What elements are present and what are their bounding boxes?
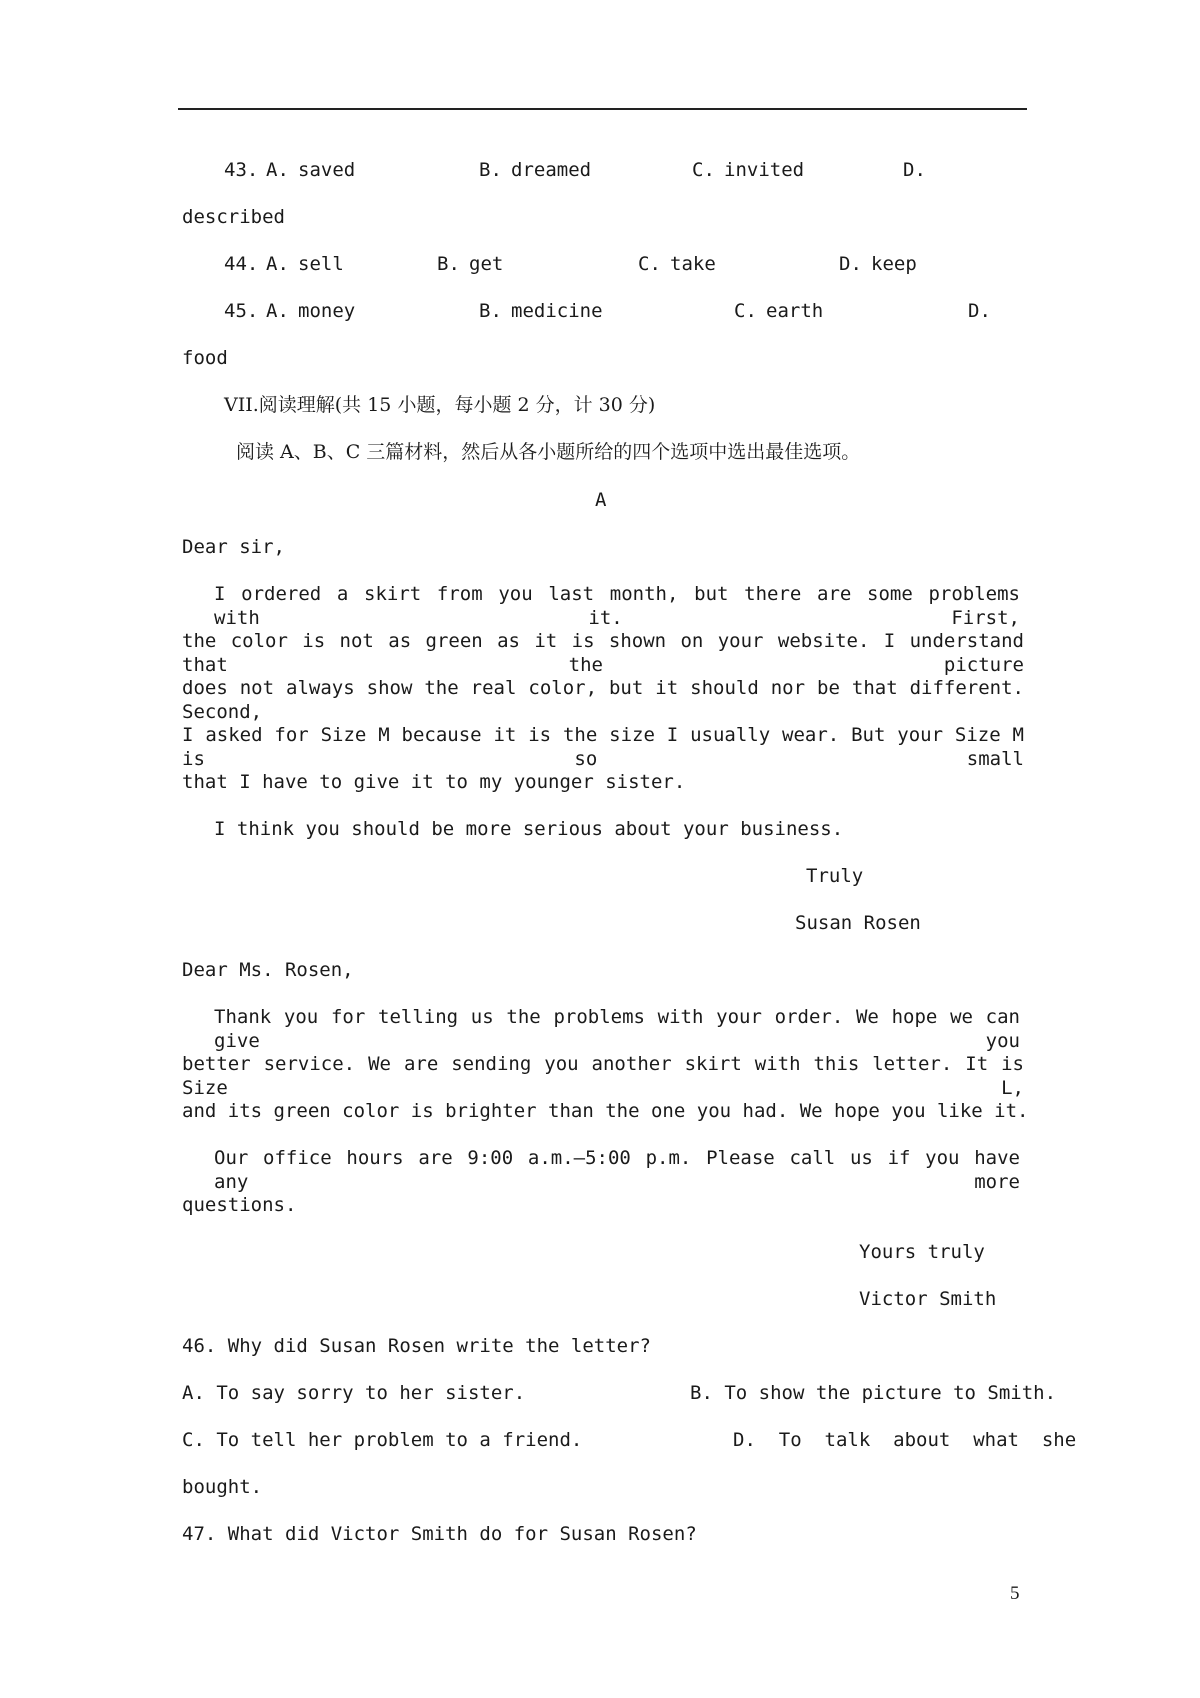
q45-option-c: earth [766, 300, 824, 322]
q44-option-b: get [469, 253, 504, 275]
header-rule [178, 108, 1027, 110]
q43-option-d-key: D. [903, 159, 926, 181]
q43-option-a-key: A. [266, 159, 289, 181]
q45-option-a: money [298, 300, 356, 322]
q44-option-c-key: C. [638, 253, 661, 275]
letter2-line: and its green color is brighter than the one you had. We hope you like it. [182, 1100, 1029, 1122]
q43-option-c: invited [724, 159, 805, 181]
q43-option-b: dreamed [511, 159, 592, 181]
letter1-closing: I think you should be more serious about your business. [214, 818, 844, 840]
page-number: 5 [1010, 1583, 1020, 1604]
q45-option-b: medicine [511, 300, 603, 322]
q43-option-c-key: C. [692, 159, 715, 181]
letter1-line: that I have to give it to my younger sister. [182, 771, 686, 793]
letter1-line: does not always show the real color, but it should nor be that different. Second, [182, 677, 1024, 723]
section-instruction: 阅读 A、B、C 三篇材料，然后从各小题所给的四个选项中选出最佳选项。 [236, 441, 861, 463]
q44-option-a: sell [298, 253, 344, 275]
q46-option-d: D. To talk about what she [733, 1429, 1077, 1451]
q45-option-a-key: A. [266, 300, 289, 322]
q44-option-d-key: D. [839, 253, 862, 275]
letter1-signature: Susan Rosen [795, 912, 921, 934]
letter1-signoff: Truly [806, 865, 864, 887]
q46-option-c: C. To tell her problem to a friend. [182, 1429, 583, 1451]
letter2-line: better service. We are sending you another skirt with this letter. It is Size L, [182, 1053, 1024, 1099]
q45-option-b-key: B. [479, 300, 502, 322]
q44-option-d: keep [871, 253, 917, 275]
q46-option-a: A. To say sorry to her sister. [182, 1382, 526, 1404]
q47-stem: 47. What did Victor Smith do for Susan Rosen? [182, 1523, 697, 1545]
letter2-salutation: Dear Ms. Rosen, [182, 959, 354, 981]
q44-option-b-key: B. [437, 253, 460, 275]
q44-option-a-key: A. [266, 253, 289, 275]
letter1-line: I asked for Size M because it is the size I usually wear. But your Size M is so small [182, 724, 1024, 770]
q43-option-a: saved [298, 159, 356, 181]
section-heading: VII.阅读理解(共 15 小题，每小题 2 分，计 30 分) [224, 394, 656, 416]
q44-option-c: take [670, 253, 716, 275]
letter2-signature: Victor Smith [859, 1288, 997, 1310]
q43-option-b-key: B. [479, 159, 502, 181]
passage-label: A [595, 489, 607, 511]
letter2-office-line: Our office hours are 9:00 a.m.—5:00 p.m. Please call us if you have any more [214, 1147, 1020, 1193]
q45-option-c-key: C. [734, 300, 757, 322]
letter2-signoff: Yours truly [859, 1241, 985, 1263]
q46-option-d-cont: bought. [182, 1476, 263, 1498]
letter2-line: Thank you for telling us the problems with your order. We hope we can give you [214, 1006, 1020, 1052]
q45-option-d: food [182, 347, 228, 369]
letter1-salutation: Dear sir, [182, 536, 285, 558]
q45-number: 45. [224, 300, 259, 322]
q43-number: 43. [224, 159, 259, 181]
q43-option-d: described [182, 206, 285, 228]
q46-option-b: B. To show the picture to Smith. [690, 1382, 1057, 1404]
letter1-line: I ordered a skirt from you last month, but there are some problems with it. First, [214, 583, 1020, 629]
q45-option-d-key: D. [968, 300, 991, 322]
letter1-line: the color is not as green as it is shown on your website. I understand that the picture [182, 630, 1024, 676]
q46-stem: 46. Why did Susan Rosen write the letter? [182, 1335, 651, 1357]
letter2-office-line: questions. [182, 1194, 297, 1216]
q44-number: 44. [224, 253, 259, 275]
